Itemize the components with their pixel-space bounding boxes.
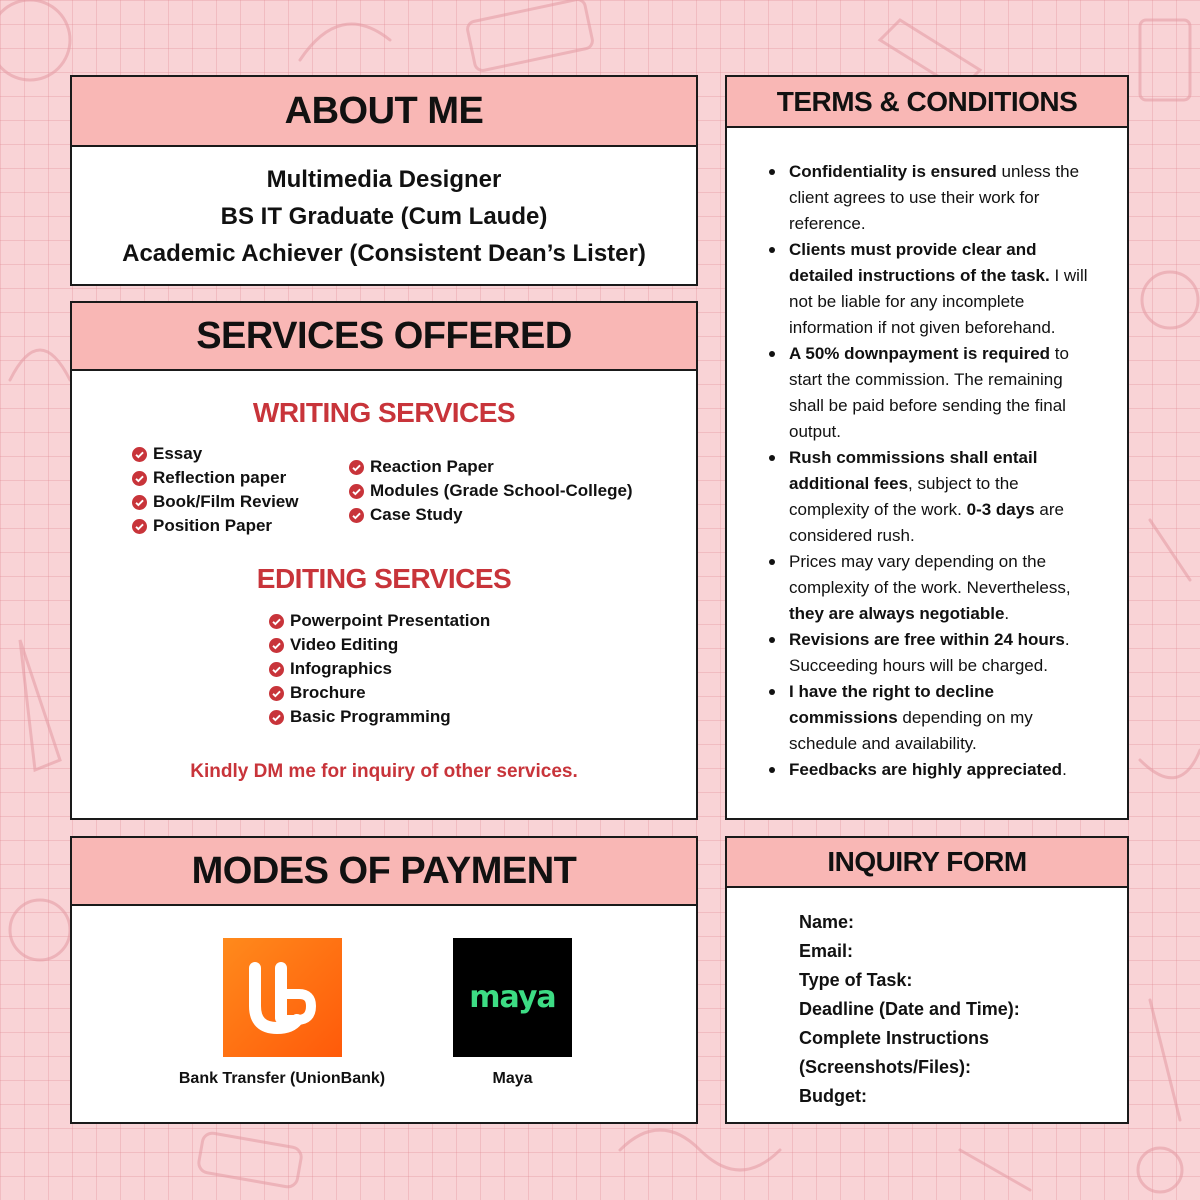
term-text: I will not be liable for any incomplete information if not given beforehand.: [789, 266, 1088, 337]
dm-inquiry-note: Kindly DM me for inquiry of other services.: [190, 761, 578, 782]
list-item-label: Book/Film Review: [153, 492, 299, 511]
list-item: [269, 681, 490, 705]
check-circle-icon: [269, 662, 284, 677]
term-bold: A 50% downpayment is required: [789, 344, 1051, 363]
unionbank-logo-mark: [223, 938, 342, 1057]
check-circle-icon: [269, 686, 284, 701]
inquiry-form-section: [725, 836, 1129, 1124]
form-field-label: Type of Task:: [799, 970, 913, 990]
writing-services-list-left: [132, 442, 298, 538]
term-item: [767, 757, 1099, 783]
terms-list: [727, 128, 1127, 783]
about-me-section: [70, 75, 698, 286]
check-circle-icon: [132, 495, 147, 510]
term-bold: they are always negotiable: [789, 604, 1005, 623]
term-bold: Feedbacks are highly appreciated: [789, 760, 1063, 779]
list-item-label: Position Paper: [153, 516, 273, 535]
payment-method-label: Bank Transfer (UnionBank): [178, 1070, 386, 1087]
inquiry-form-title: INQUIRY FORM: [727, 838, 1127, 888]
list-item-label: Case Study: [370, 505, 463, 524]
term-text: . Succeeding hours will be charged.: [789, 630, 1070, 675]
term-bold: Rush commissions shall entail additional fees: [789, 448, 1038, 493]
term-item: [767, 341, 1099, 445]
term-text: depending on my schedule and availability.: [789, 708, 1033, 753]
term-item: [767, 627, 1099, 679]
list-item-label: Essay: [153, 444, 203, 463]
about-line: BS IT Graduate (Cum Laude): [220, 203, 548, 230]
check-circle-icon: [269, 710, 284, 725]
list-item-label: Basic Programming: [290, 707, 451, 726]
list-item-label: Reaction Paper: [370, 457, 494, 476]
modes-of-payment-section: [70, 836, 698, 1124]
check-circle-icon: [349, 484, 364, 499]
term-bold: I have the right to decline commissions: [789, 682, 994, 727]
check-circle-icon: [132, 471, 147, 486]
term-item: [767, 237, 1099, 341]
term-bold: Clients must provide clear and detailed instructions of the task.: [789, 240, 1050, 285]
term-text: are considered rush.: [789, 500, 1064, 545]
list-item: [132, 490, 298, 514]
list-item-label: Modules (Grade School-College): [370, 481, 633, 500]
term-bold: 0-3 days: [966, 500, 1035, 519]
term-item: [767, 445, 1099, 549]
list-item-label: Powerpoint Presentation: [290, 611, 491, 630]
list-item: [349, 455, 633, 479]
payment-method-label: Maya: [492, 1070, 533, 1087]
list-item-label: Video Editing: [290, 635, 399, 654]
list-item-label: Infographics: [290, 659, 393, 678]
unionbank-logo: [223, 938, 342, 1057]
editing-services-title: EDITING SERVICES: [256, 563, 512, 594]
list-item: [269, 705, 490, 729]
term-text: .: [1004, 604, 1010, 623]
check-circle-icon: [269, 614, 284, 629]
list-item: [132, 466, 298, 490]
term-text: Prices may vary depending on the complexity of the work. Nevertheless,: [789, 552, 1071, 597]
about-line: Multimedia Designer: [266, 166, 502, 193]
list-item: [132, 442, 298, 466]
list-item-label: Brochure: [290, 683, 366, 702]
terms-title: TERMS & CONDITIONS: [727, 77, 1127, 128]
term-item: [767, 159, 1099, 237]
check-circle-icon: [132, 519, 147, 534]
check-circle-icon: [269, 638, 284, 653]
services-offered-title: SERVICES OFFERED: [72, 303, 696, 371]
list-item: [269, 609, 490, 633]
form-field-label: Email:: [799, 941, 854, 961]
term-item: [767, 679, 1099, 757]
maya-logo-text: maya: [469, 980, 556, 1015]
list-item: [269, 657, 490, 681]
modes-of-payment-title: MODES OF PAYMENT: [72, 838, 696, 906]
maya-logo: [453, 938, 572, 1057]
form-field-label: Name:: [799, 912, 855, 932]
terms-and-conditions-section: [725, 75, 1129, 820]
list-item: [349, 479, 633, 503]
term-text: .: [1062, 760, 1067, 779]
term-text: , subject to the complexity of the work.: [789, 474, 1019, 519]
about-line: Academic Achiever (Consistent Dean’s Lister): [122, 240, 646, 267]
form-field-label: Complete Instructions: [799, 1028, 990, 1048]
term-bold: Confidentiality is ensured: [789, 162, 997, 181]
form-field-label: Deadline (Date and Time):: [799, 999, 1020, 1019]
services-offered-section: [70, 301, 698, 820]
term-text: to start the commission. The remaining shall be paid before sending the final output.: [789, 344, 1069, 441]
check-circle-icon: [349, 508, 364, 523]
about-me-title: ABOUT ME: [72, 77, 696, 147]
term-bold: Revisions are free within 24 hours: [789, 630, 1065, 649]
list-item: [132, 514, 298, 538]
check-circle-icon: [349, 460, 364, 475]
term-item: [767, 549, 1099, 627]
form-field-label: Budget:: [799, 1086, 867, 1106]
list-item: [269, 633, 490, 657]
form-field-label: (Screenshots/Files):: [799, 1057, 972, 1077]
editing-services-list: [269, 609, 490, 729]
writing-services-title: WRITING SERVICES: [252, 397, 516, 428]
inquiry-form-fields: [727, 888, 1127, 1111]
list-item-label: Reflection paper: [153, 468, 287, 487]
about-me-details: [72, 147, 696, 272]
list-item: [349, 503, 633, 527]
check-circle-icon: [132, 447, 147, 462]
term-text: unless the client agrees to use their work for reference.: [789, 162, 1080, 233]
writing-services-list-right: [349, 455, 633, 527]
